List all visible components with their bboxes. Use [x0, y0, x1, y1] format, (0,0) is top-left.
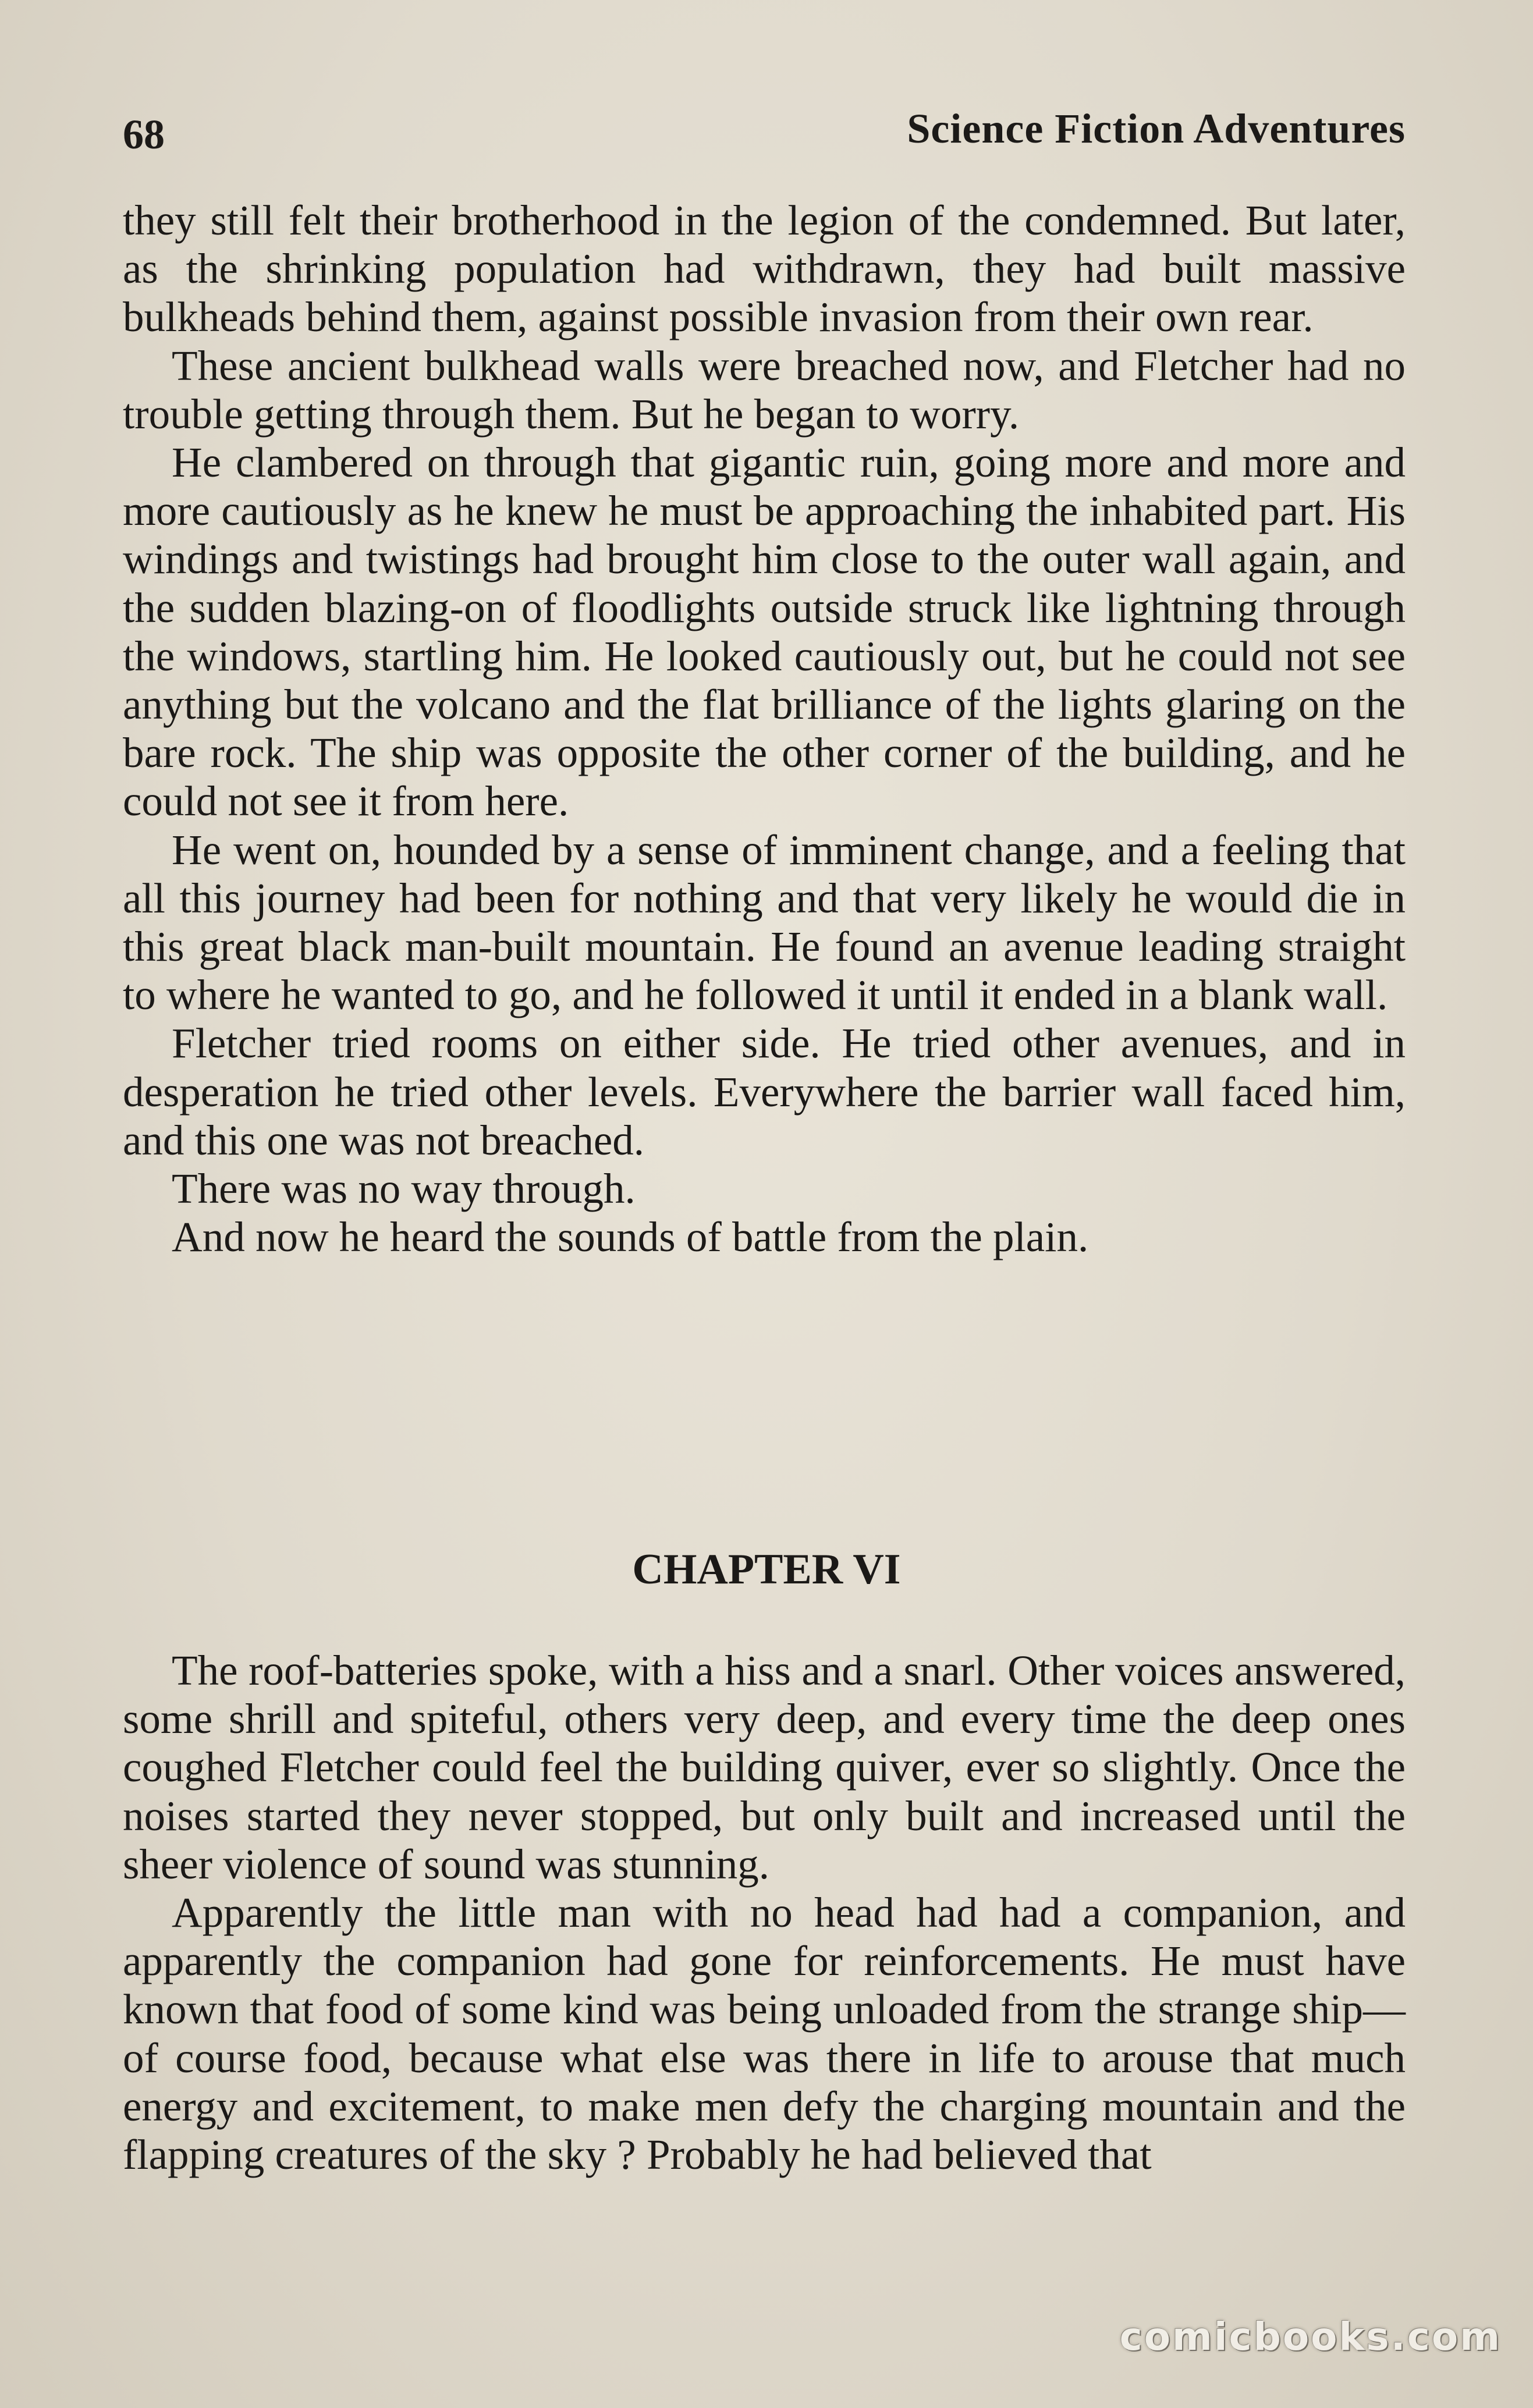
page-header	[123, 105, 1406, 172]
page-number: 68	[123, 111, 165, 158]
paragraph: There was no way through.	[172, 1165, 636, 1213]
paragraph: Apparently the little man with no head had had a companion, and apparently the companion had gone for reinforcements. He must have known that food of some kind was being unloaded from the strange ship—of course food, because what else was there in life to arouse that much energy and excitement, to make men defy the charging mountain and the flapping creatures of the sky ? Probably he had believed that	[123, 1889, 1406, 2179]
watermark: comicbooks.com	[1119, 2314, 1502, 2359]
chapter-heading: CHAPTER VI	[632, 1546, 901, 1593]
paragraph: These ancient bulkhead walls were breached now, and Fletcher had no trouble getting through them. But he began to worry.	[123, 342, 1406, 438]
paragraph: And now he heard the sounds of battle from the plain.	[172, 1213, 1089, 1261]
paragraph: He clambered on through that gigantic ruin, going more and more and more cautiously as he knew he must be approaching the inhabited part. His windings and twistings had brought him close to the outer wall again, and the sudden blazing-on of floodlights outside struck like lightning through the windows, startling him. He looked cautiously out, but he could not see anything but the volcano and the flat brilliance of the lights glaring on the bare rock. The ship was opposite the other corner of the building, and he could not see it from here.	[123, 439, 1406, 825]
body-text-before-chapter	[123, 196, 1406, 1261]
paragraph: Fletcher tried rooms on either side. He tried other avenues, and in desperation he tried other levels. Everywhere the barrier wall faced him, and this one was not breached.	[123, 1020, 1406, 1164]
paragraph: He went on, hounded by a sense of imminent change, and a feeling that all this journey had been for nothing and that very likely he would die in this great black man-built mountain. He found an avenue leading straight to where he wanted to go, and he followed it until it ended in a blank wall.	[123, 826, 1406, 1019]
paragraph: they still felt their brotherhood in the legion of the condemned. But later, as the shrinking population had withdrawn, they had built massive bulkheads behind them, against possible invasion from their own rear.	[123, 197, 1406, 341]
running-head: Science Fiction Adventures	[907, 105, 1406, 152]
body-text-chapter-six	[123, 1646, 1406, 2179]
paragraph: The roof-batteries spoke, with a hiss and a snarl. Other voices answered, some shrill and spiteful, others very deep, and every time the deep ones coughed Fletcher could feel the building quiver, ever so slightly. Once the noises started they never stopped, but only built and increased until the sheer violence of sound was stunning.	[123, 1647, 1406, 1888]
